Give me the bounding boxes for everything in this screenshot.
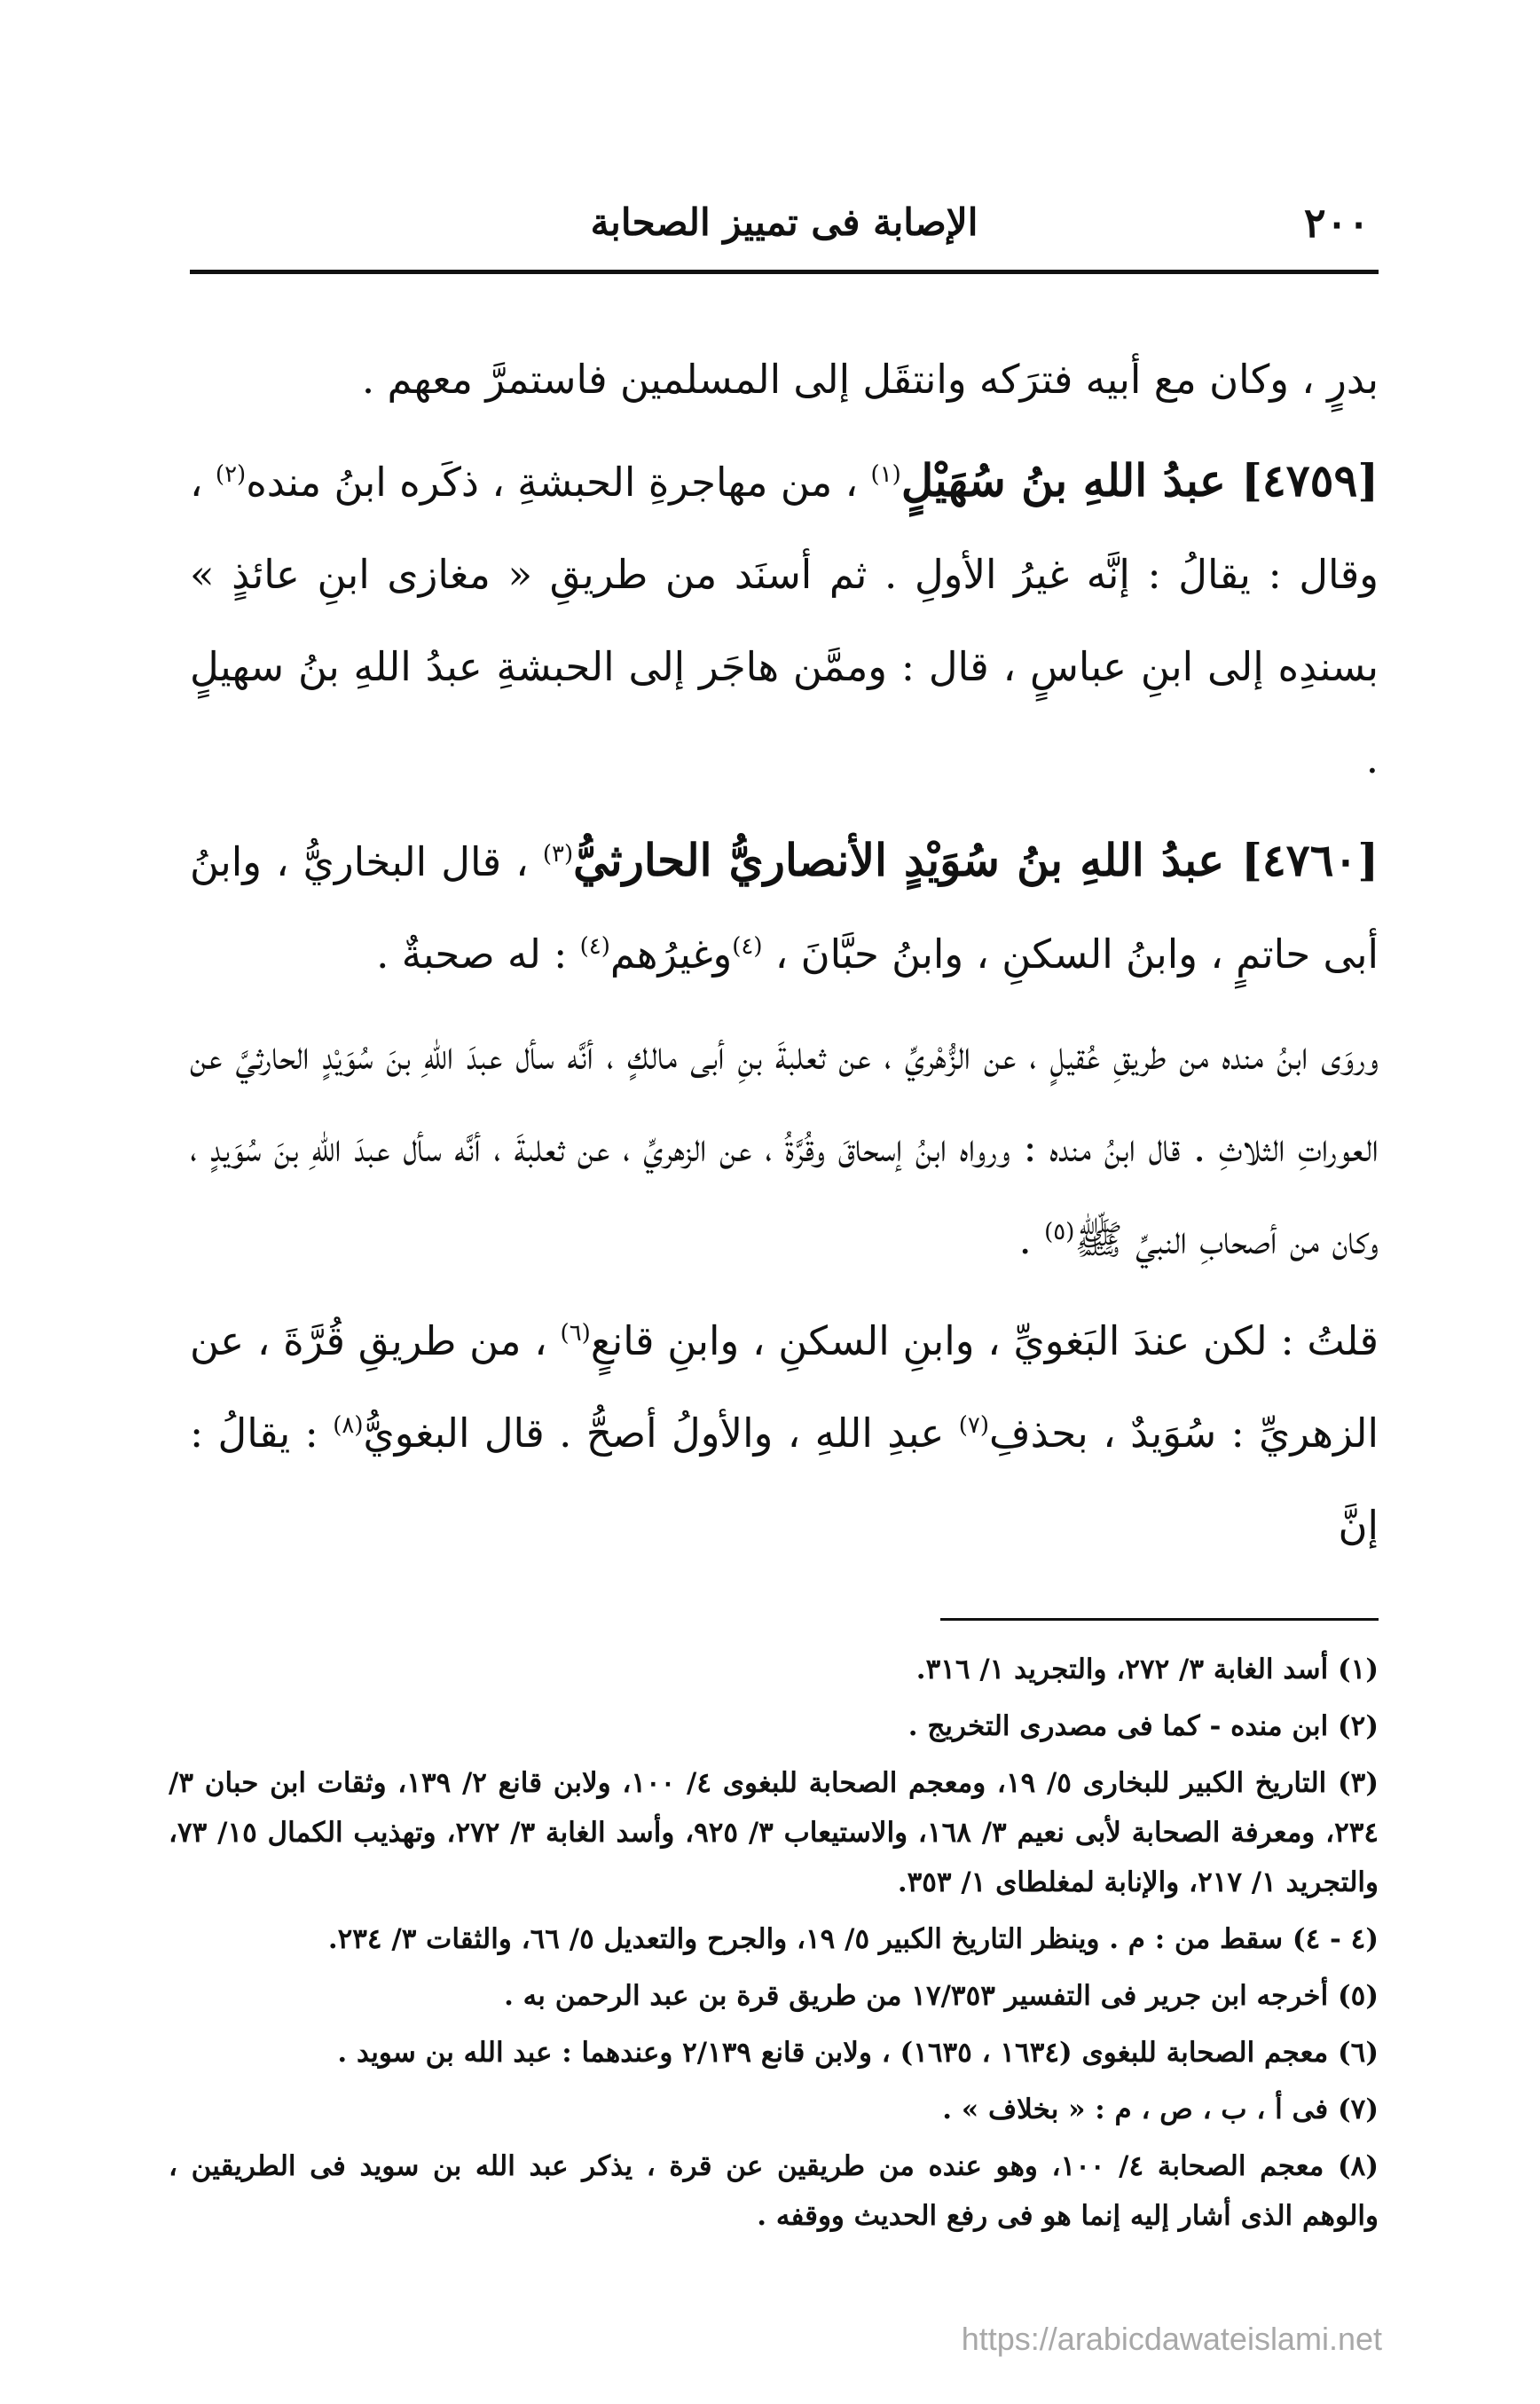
running-title: الإصابة فى تمييز الصحابة — [590, 200, 978, 244]
main-text — [190, 334, 1379, 1581]
paragraph-5-text-2: ، من طريقِ قُرَّةَ ، عن الزهريِّ : سُوَيدٌ ، بحذفِ — [190, 1317, 1379, 1457]
entry-4760-heading: [٤٧٦٠] عبدُ اللهِ بنُ سُوَيْدٍ الأنصاريُّ الحارثيُّ — [573, 834, 1379, 886]
footnote-ref-5[interactable]: (٥) — [1044, 1219, 1075, 1245]
footnote-ref-4-close[interactable]: (٤) — [579, 933, 610, 960]
footnote-3: (٣) التاريخ الكبير للبخارى ٥/ ١٩، ومعجم الصحابة للبغوى ٤/ ١٠٠، ولابن قانع ٢/ ١٣٩، وثقات ابن حبان ٣/ ٢٣٤، ومعرفة الصحابة لأبى نعيم ٣/ ١٦٨، والاستيعاب ٣/ ٩٢٥، وأسد الغابة ٣/ ٢٧٢، وتهذيب الكمال ١٥/ ٧٣، والتجريد ١/ ٢١٧، والإنابة لمغلطاى ١/ ٣٥٣. — [169, 1767, 1379, 1898]
footnotes — [169, 1645, 1379, 2248]
footnote-ref-2[interactable]: (٢) — [215, 461, 247, 488]
entry-4759-text-2: ، وقال : يقالُ : إنَّه غيرُ الأولِ . ثم أسنَد من طريقِ « مغازى ابنِ عائذٍ » بسندِه إلى ابنِ عباسٍ ، قال : وممَّن هاجَر إلى الحبشةِ عبدُ اللهِ بنُ سهيلٍ . — [190, 459, 1379, 782]
paragraph-5-text-3: عبدِ اللهِ ، والأولُ أصحُّ . قال البغويُّ — [363, 1410, 959, 1457]
page-header — [190, 188, 1379, 268]
entry-4760 — [190, 814, 1379, 1001]
footnote-8: (٨) معجم الصحابة ٤/ ١٠٠، وهو عنده من طريقين عن قرة ، يذكر عبد الله بن سويد فى الطريقين ، والوهم الذى أشار إليه إنما هو فى رفع الحديث ووقفه . — [169, 2150, 1379, 2232]
entry-4760-text-3: : له صحبةٌ . — [376, 931, 580, 978]
footnote-5: (٥) أخرجه ابن جرير فى التفسير ١٧/٣٥٣ من طريق قرة بن عبد الرحمن به . — [504, 1980, 1379, 2012]
entry-4759-text-1: ، من مهاجرةِ الحبشةِ ، ذكَره ابنُ منده — [246, 459, 871, 506]
paragraph-4 — [190, 1010, 1379, 1286]
paragraph-4-text-1: وروَى ابنُ منده من طريقِ عُقيلٍ ، عن الزُّهْريِّ ، عن ثعلبةَ بنِ أبى مالكٍ ، أنَّه سأل عبدَ اللهِ بنَ سُوَيْدٍ الحارثيَّ عن العوراتِ الثلاثِ . قال ابنُ منده : ورواه ابنُ إسحاقَ وقُرَّةُ ، عن الزهريِّ ، عن ثعلبةَ ، أنَّه سأل عبدَ اللهِ بنَ سُوَيدٍ ، وكان من أصحابِ النبيِّ ﷺ — [190, 1032, 1379, 1263]
entry-4760-text-1: ، قال البخاريُّ ، وابنُ أبى حاتمٍ ، وابنُ السكنِ ، وابنُ حبَّانَ ، — [190, 838, 1379, 978]
footnote-ref-7[interactable]: (٧) — [958, 1412, 989, 1439]
footnote-7: (٧) فى أ ، ب ، ص ، م : « بخلاف » . — [942, 2094, 1379, 2125]
footnote-ref-1[interactable]: (١) — [870, 461, 901, 488]
footnote-4: (٤ - ٤) سقط من : م . وينظر التاريخ الكبير ٥/ ١٩، والجرح والتعديل ٥/ ٦٦، والثقات ٣/ ٢٣٤. — [327, 1923, 1379, 1955]
watermark-url: https://arabicdawateislami.net — [961, 2321, 1382, 2357]
paragraph-5-text-4: : يقالُ : إنَّ — [190, 1410, 1379, 1549]
footnote-ref-4-open[interactable]: (٤) — [732, 933, 763, 960]
paragraph-1-text: بدرٍ ، وكان مع أبيه فترَكه وانتقَل إلى المسلمين فاستمرَّ معهم . — [361, 356, 1379, 403]
entry-4759 — [190, 435, 1379, 805]
page-number: ٢٠٠ — [1303, 199, 1370, 247]
footnote-1: (١) أسد الغابة ٣/ ٢٧٢، والتجريد ١/ ٣١٦. — [915, 1654, 1379, 1685]
paragraph-1 — [190, 334, 1379, 426]
footnote-2: (٢) ابن منده - كما فى مصدرى التخريج . — [908, 1710, 1379, 1742]
footnote-ref-8[interactable]: (٨) — [333, 1412, 364, 1439]
header-rule — [190, 270, 1379, 274]
entry-4759-heading: [٤٧٥٩] عبدُ اللهِ بنُ سُهَيْلٍ — [900, 454, 1379, 507]
paragraph-5-text-1: قلتُ : لكن عندَ البَغويِّ ، وابنِ السكنِ ، وابنِ قانعٍ — [590, 1317, 1379, 1364]
entry-4760-text-2: وغيرُهم — [609, 931, 733, 978]
paragraph-4-text-2: . — [1018, 1216, 1045, 1263]
footnote-separator — [940, 1618, 1379, 1621]
footnote-ref-6[interactable]: (٦) — [560, 1320, 591, 1347]
footnote-6: (٦) معجم الصحابة للبغوى (١٦٣٤ ، ١٦٣٥) ، ولابن قانع ٢/١٣٩ وعندهما : عبد الله بن سويد . — [337, 2037, 1379, 2069]
paragraph-5 — [190, 1295, 1379, 1572]
footnote-ref-3[interactable]: (٣) — [542, 841, 574, 868]
